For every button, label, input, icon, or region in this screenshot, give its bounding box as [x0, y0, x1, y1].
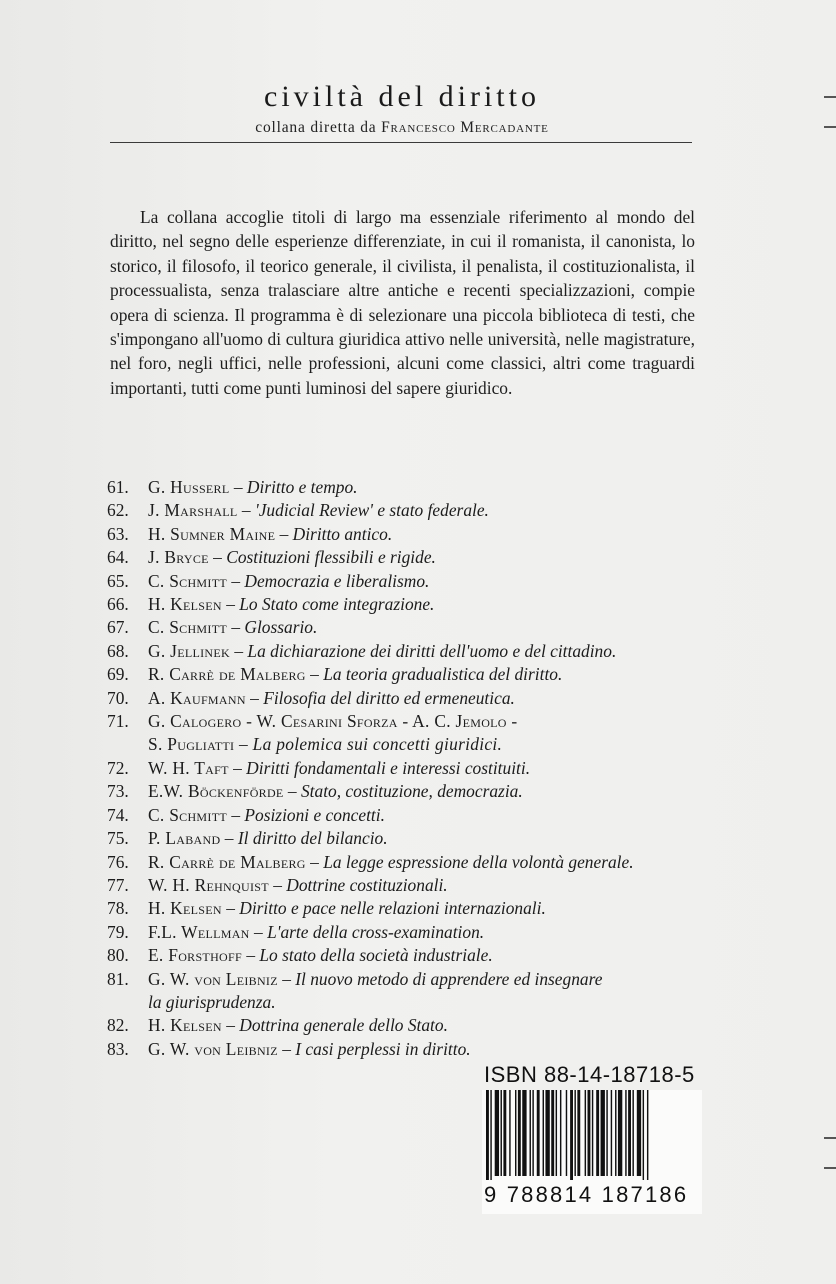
item-number: 71. [107, 711, 129, 732]
item-author: H. Sumner Maine [148, 523, 276, 544]
item-author-continued [148, 733, 707, 756]
edge-mark [824, 1167, 836, 1169]
title-list-item [107, 663, 707, 686]
item-title: Democrazia e liberalismo. [244, 570, 430, 591]
item-author: A. Kaufmann [148, 687, 246, 708]
barcode-bar [577, 1090, 580, 1176]
item-title: Il diritto del bilancio. [237, 828, 388, 849]
title-list-item [107, 1038, 707, 1061]
item-dash: – [213, 547, 222, 568]
isbn-label: ISBN 88-14-18718-5 [484, 1062, 695, 1087]
item-title-continued: la giurisprudenza. [148, 991, 276, 1012]
item-author: J. Bryce [148, 547, 209, 568]
item-title: La polemica sui concetti giuridici. [252, 734, 503, 755]
item-dash: – [241, 500, 251, 521]
item-author: G. Jellinek [148, 640, 230, 661]
item-dash: – [231, 570, 241, 591]
barcode-bar [556, 1090, 557, 1176]
item-number: 65. [107, 570, 129, 591]
title-list-item [107, 804, 707, 827]
series-subtitle [112, 119, 692, 137]
item-author: R. Carrè de Malberg [148, 664, 306, 685]
barcode-bar [518, 1090, 521, 1176]
item-number: 82. [107, 1015, 129, 1036]
item-dash: – [310, 851, 319, 872]
item-number: 62. [107, 500, 129, 521]
barcode-bar [615, 1090, 616, 1176]
item-author: F.L. Wellman [148, 921, 250, 942]
title-list-item [107, 499, 707, 522]
item-author: C. Schmitt [148, 804, 227, 825]
barcode-bar [530, 1090, 531, 1176]
barcode-bar [618, 1090, 622, 1176]
item-title: La legge espressione della volontà generale. [323, 851, 634, 872]
title-list-item [107, 523, 707, 546]
barcode-bar [532, 1090, 533, 1176]
item-author: P. Laband [148, 828, 221, 849]
barcode-bar [566, 1090, 567, 1176]
item-title: Il nuovo metodo di apprendere ed insegnare [295, 968, 603, 989]
barcode-bars [482, 1090, 702, 1180]
item-author: J. Marshall [148, 500, 238, 521]
item-title: La dichiarazione dei diritti dell'uomo e del cittadino. [247, 640, 617, 661]
item-number: 83. [107, 1038, 129, 1059]
series-description [110, 205, 695, 400]
item-number: 75. [107, 828, 129, 849]
item-author: H. Kelsen [148, 898, 222, 919]
barcode-bar [551, 1090, 554, 1176]
barcode-bar [643, 1090, 644, 1180]
item-dash: – [233, 477, 243, 497]
item-dash: – [273, 874, 282, 895]
item-title: Diritto antico. [292, 523, 393, 544]
barcode-bar [509, 1090, 510, 1176]
item-dash: – [231, 617, 241, 638]
title-list-item [107, 476, 707, 499]
item-title: Diritto e pace nelle relazioni internazionali. [239, 898, 546, 919]
title-list-item [107, 546, 707, 569]
barcode-bar [545, 1090, 549, 1176]
barcode-bar [503, 1090, 506, 1176]
title-list-item [107, 968, 707, 1015]
header-rule [110, 142, 692, 143]
item-dash: – [282, 968, 291, 989]
item-number: 63. [107, 523, 129, 544]
barcode-bar [574, 1090, 575, 1176]
item-title: Lo Stato come integrazione. [239, 594, 435, 615]
title-list-item [107, 570, 707, 593]
barcode-bar [588, 1090, 591, 1176]
item-author: E.W. Böckenförde [148, 781, 284, 802]
barcode-bar [560, 1090, 561, 1176]
item-author: E. Forsthoff [148, 945, 242, 966]
description-paragraph: La collana accoglie titoli di largo ma essenziale riferimento al mondo del diritto, nel segno delle esperienze differenziate, in cui il romanista, il canonista, lo storico, il filosofo, il teorico generale, il civilista, il penalista, il costituzionalista, il processualista, senza tralasciare altre antiche e recenti specializzazioni, compie opera di scienza. Il programma è di selezionare una piccola biblioteca di testi, che s'impongano all'uomo di cultura giuridica attivo nelle università, nelle magistrature, nel foro, negli uffici, nelle professioni, alcuni come classici, altri come traguardi importanti, tutti come punti luminosi del sapere giuridico. [110, 207, 695, 398]
barcode-bar [585, 1090, 586, 1176]
barcode-bar [486, 1090, 489, 1180]
barcode-bar [592, 1090, 593, 1176]
title-list-item [107, 710, 707, 757]
title-list-item [107, 944, 707, 967]
item-title: Posizioni e concetti. [244, 804, 385, 825]
item-title: La teoria gradualistica del diritto. [323, 664, 563, 685]
item-dash: – [231, 804, 241, 825]
item-dash: – [279, 523, 289, 544]
item-number: 68. [107, 640, 129, 661]
item-author: C. Schmitt [148, 570, 227, 591]
item-author: G. W. von Leibniz [148, 968, 278, 989]
edge-mark [824, 1137, 836, 1139]
barcode-bar [611, 1090, 612, 1176]
barcode-bar [543, 1090, 544, 1176]
item-dash: – [226, 898, 235, 919]
series-title: civiltà del diritto [264, 80, 540, 113]
item-number: 61. [107, 477, 129, 497]
item-title: Diritto e tempo. [246, 477, 358, 497]
item-dash: – [224, 828, 234, 849]
title-list-item [107, 921, 707, 944]
item-dash: – [287, 781, 297, 802]
item-number: 78. [107, 898, 129, 919]
barcode-bar [647, 1090, 648, 1180]
title-list [107, 476, 707, 1061]
item-author: G. Husserl [148, 477, 230, 497]
item-dash: – [226, 594, 235, 615]
item-title: Glossario. [244, 617, 318, 638]
item-dash: – [246, 945, 256, 966]
item-dash: – [238, 734, 248, 755]
title-list-item [107, 827, 707, 850]
item-dash: – [234, 640, 244, 661]
item-number: 74. [107, 804, 129, 825]
title-list-item [107, 874, 707, 897]
edge-mark [824, 126, 836, 128]
title-list-item [107, 1014, 707, 1037]
title-list-item [107, 780, 707, 803]
barcode-bar [570, 1090, 573, 1180]
item-number: 80. [107, 945, 129, 966]
barcode-bar [606, 1090, 607, 1176]
item-title: Costituzioni flessibili e rigide. [226, 547, 436, 568]
item-number: 72. [107, 757, 129, 778]
series-director: Francesco Mercadante [381, 119, 549, 136]
barcode-bar [628, 1090, 631, 1176]
item-title: Stato, costituzione, democrazia. [300, 781, 523, 802]
item-title: Dottrine costituzionali. [286, 874, 448, 895]
item-author: G. W. von Leibniz [148, 1038, 278, 1059]
item-title: Diritti fondamentali e interessi costituiti. [246, 757, 531, 778]
barcode-bar [637, 1090, 641, 1176]
item-author: C. Schmitt [148, 617, 227, 638]
title-list-item [107, 640, 707, 663]
item-title: Lo stato della società industriale. [259, 945, 493, 966]
item-number: 81. [107, 968, 129, 989]
barcode-bar [601, 1090, 605, 1176]
title-list-item [107, 757, 707, 780]
item-dash: – [250, 687, 259, 708]
item-title: 'Judicial Review' e stato federale. [254, 500, 489, 521]
item-author: R. Carrè de Malberg [148, 851, 306, 872]
edge-mark [824, 96, 836, 98]
barcode-bar [522, 1090, 526, 1176]
subtitle-prefix: collana diretta da [255, 119, 377, 136]
item-number: 64. [107, 547, 129, 568]
item-number: 69. [107, 664, 129, 685]
barcode-bar [625, 1090, 626, 1176]
item-number: 67. [107, 617, 129, 638]
item-number: 79. [107, 921, 129, 942]
item-author: W. H. Taft [148, 757, 229, 778]
item-author: H. Kelsen [148, 594, 222, 615]
item-dash: – [254, 921, 263, 942]
barcode-bar [537, 1090, 540, 1176]
item-title: I casi perplessi in diritto. [295, 1038, 471, 1059]
item-number: 66. [107, 594, 129, 615]
item-author-second-line: S. Pugliatti [148, 734, 235, 755]
barcode-bar [632, 1090, 633, 1176]
barcode-bar [490, 1090, 491, 1180]
item-dash: – [282, 1038, 291, 1059]
item-number: 70. [107, 687, 129, 708]
item-author: W. H. Rehnquist [148, 874, 269, 895]
title-list-item [107, 616, 707, 639]
barcode-bar [495, 1090, 499, 1176]
item-dash: – [233, 757, 242, 778]
title-list-item [107, 897, 707, 920]
item-author: H. Kelsen [148, 1015, 222, 1036]
title-list-item [107, 851, 707, 874]
item-dash: – [310, 664, 319, 685]
barcode-bar [501, 1090, 502, 1176]
title-list-item [107, 593, 707, 616]
item-dash: – [226, 1015, 235, 1036]
barcode-bar [596, 1090, 599, 1176]
barcode-bar [515, 1090, 516, 1176]
item-title: L'arte della cross-examination. [267, 921, 485, 942]
title-list-item [107, 687, 707, 710]
item-number: 73. [107, 781, 129, 802]
item-title: Filosofia del diritto ed ermeneutica. [263, 687, 515, 708]
item-number: 76. [107, 851, 129, 872]
barcode-digits: 9 788814 187186 [484, 1182, 689, 1207]
item-title: Dottrina generale dello Stato. [239, 1015, 448, 1036]
item-author: G. Calogero - W. Cesarini Sforza - A. C. Jemolo - [148, 711, 518, 732]
item-number: 77. [107, 874, 129, 895]
